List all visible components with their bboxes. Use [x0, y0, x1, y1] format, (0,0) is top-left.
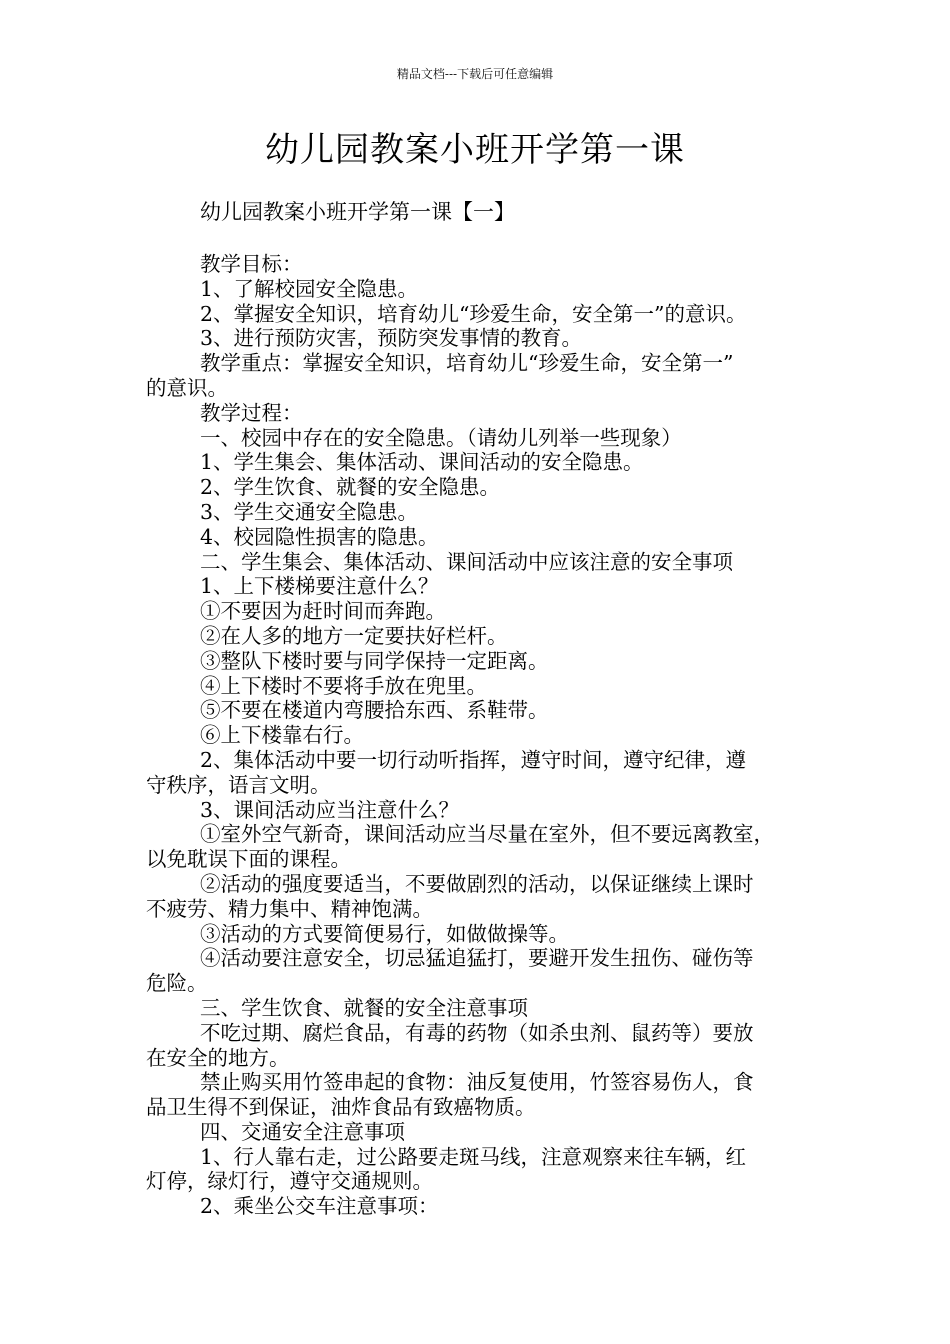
- paragraph: 2、乘坐公交车注意事项：: [200, 1194, 439, 1219]
- paragraph: [146, 822, 810, 872]
- paragraph: ③活动的方式要简便易行，如做做操等。: [200, 921, 569, 946]
- paragraph: ④上下楼时不要将手放在兜里。: [200, 673, 487, 698]
- paragraph: [146, 1021, 810, 1071]
- paragraph: ①不要因为赶时间而奔跑。: [200, 599, 446, 624]
- paragraph: ②在人多的地方一定要扶好栏杆。: [200, 623, 508, 648]
- paragraph-continuation-line: 不疲劳、精力集中、精神饱满。: [146, 896, 433, 921]
- section-subtitle: 幼儿园教案小班开学第一课【一】: [200, 200, 515, 224]
- paragraph-continuation-line: 以免耽误下面的课程。: [146, 847, 351, 872]
- paragraph: 2、掌握安全知识，培育幼儿“珍爱生命，安全第一”的意识。: [200, 301, 747, 326]
- paragraph-line: ②活动的强度要适当，不要做剧烈的活动，以保证继续上课时: [200, 871, 754, 896]
- paragraph: [146, 748, 810, 798]
- paragraph: 3、学生交通安全隐患。: [200, 499, 419, 524]
- paragraph-line: ①室外空气新奇，课间活动应当尽量在室外，但不要远离教室，: [200, 822, 774, 847]
- paragraph: 3、进行预防灾害，预防突发事情的教育。: [200, 326, 583, 351]
- paragraph: [146, 1070, 810, 1120]
- paragraph-line: ④活动要注意安全，切忌猛追猛打，要避开发生扭伤、碰伤等: [200, 946, 754, 971]
- document-title: 幼儿园教案小班开学第一课: [265, 130, 685, 170]
- document-body: [146, 252, 810, 1219]
- paragraph-continuation-line: 灯停，绿灯行，遵守交通规则。: [146, 1169, 433, 1194]
- paragraph: 2、学生饮食、就餐的安全隐患。: [200, 475, 501, 500]
- paragraph-continuation-line: 在安全的地方。: [146, 1045, 290, 1070]
- paragraph-continuation-line: 危险。: [146, 971, 208, 996]
- page-header: 精品文档---下载后可任意编辑: [396, 67, 554, 81]
- paragraph: ⑤不要在楼道内弯腰拾东西、系鞋带。: [200, 698, 549, 723]
- paragraph: 3、课间活动应当注意什么？: [200, 797, 460, 822]
- paragraph: ⑥上下楼靠右行。: [200, 723, 364, 748]
- paragraph: 三、学生饮食、就餐的安全注意事项: [200, 995, 528, 1020]
- paragraph-line: 2、集体活动中要一切行动听指挥，遵守时间，遵守纪律，遵: [200, 747, 747, 772]
- paragraph: 1、了解校园安全隐患。: [200, 276, 419, 301]
- paragraph-continuation-line: 守秩序，语言文明。: [146, 772, 331, 797]
- paragraph: 二、学生集会、集体活动、课间活动中应该注意的安全事项: [200, 549, 733, 574]
- paragraph: 教学目标：: [200, 252, 303, 276]
- paragraph: 4、校园隐性损害的隐患。: [200, 524, 439, 549]
- paragraph: 四、交通安全注意事项: [200, 1119, 405, 1144]
- paragraph: 教学过程：: [200, 400, 303, 425]
- paragraph: 1、学生集会、集体活动、课间活动的安全隐患。: [200, 450, 644, 475]
- paragraph: [146, 1145, 810, 1195]
- paragraph: 1、上下楼梯要注意什么？: [200, 574, 439, 599]
- paragraph-line: 1、行人靠右走，过公路要走斑马线，注意观察来往车辆，红: [200, 1144, 747, 1169]
- paragraph: ③整队下楼时要与同学保持一定距离。: [200, 648, 549, 673]
- paragraph: 一、校园中存在的安全隐患。（请幼儿列举一些现象）: [200, 425, 682, 450]
- paragraph-line: 教学重点：掌握安全知识，培育幼儿“珍爱生命，安全第一”: [200, 351, 734, 376]
- paragraph-continuation-line: 的意识。: [146, 375, 228, 400]
- paragraph: [146, 351, 810, 401]
- paragraph: [146, 872, 810, 922]
- paragraph-line: 禁止购买用竹签串起的食物：油反复使用，竹签容易伤人，食: [200, 1070, 754, 1095]
- paragraph: [146, 946, 810, 996]
- paragraph-continuation-line: 品卫生得不到保证，油炸食品有致癌物质。: [146, 1095, 536, 1120]
- paragraph-line: 不吃过期、腐烂食品，有毒的药物（如杀虫剂、鼠药等）要放: [200, 1020, 754, 1045]
